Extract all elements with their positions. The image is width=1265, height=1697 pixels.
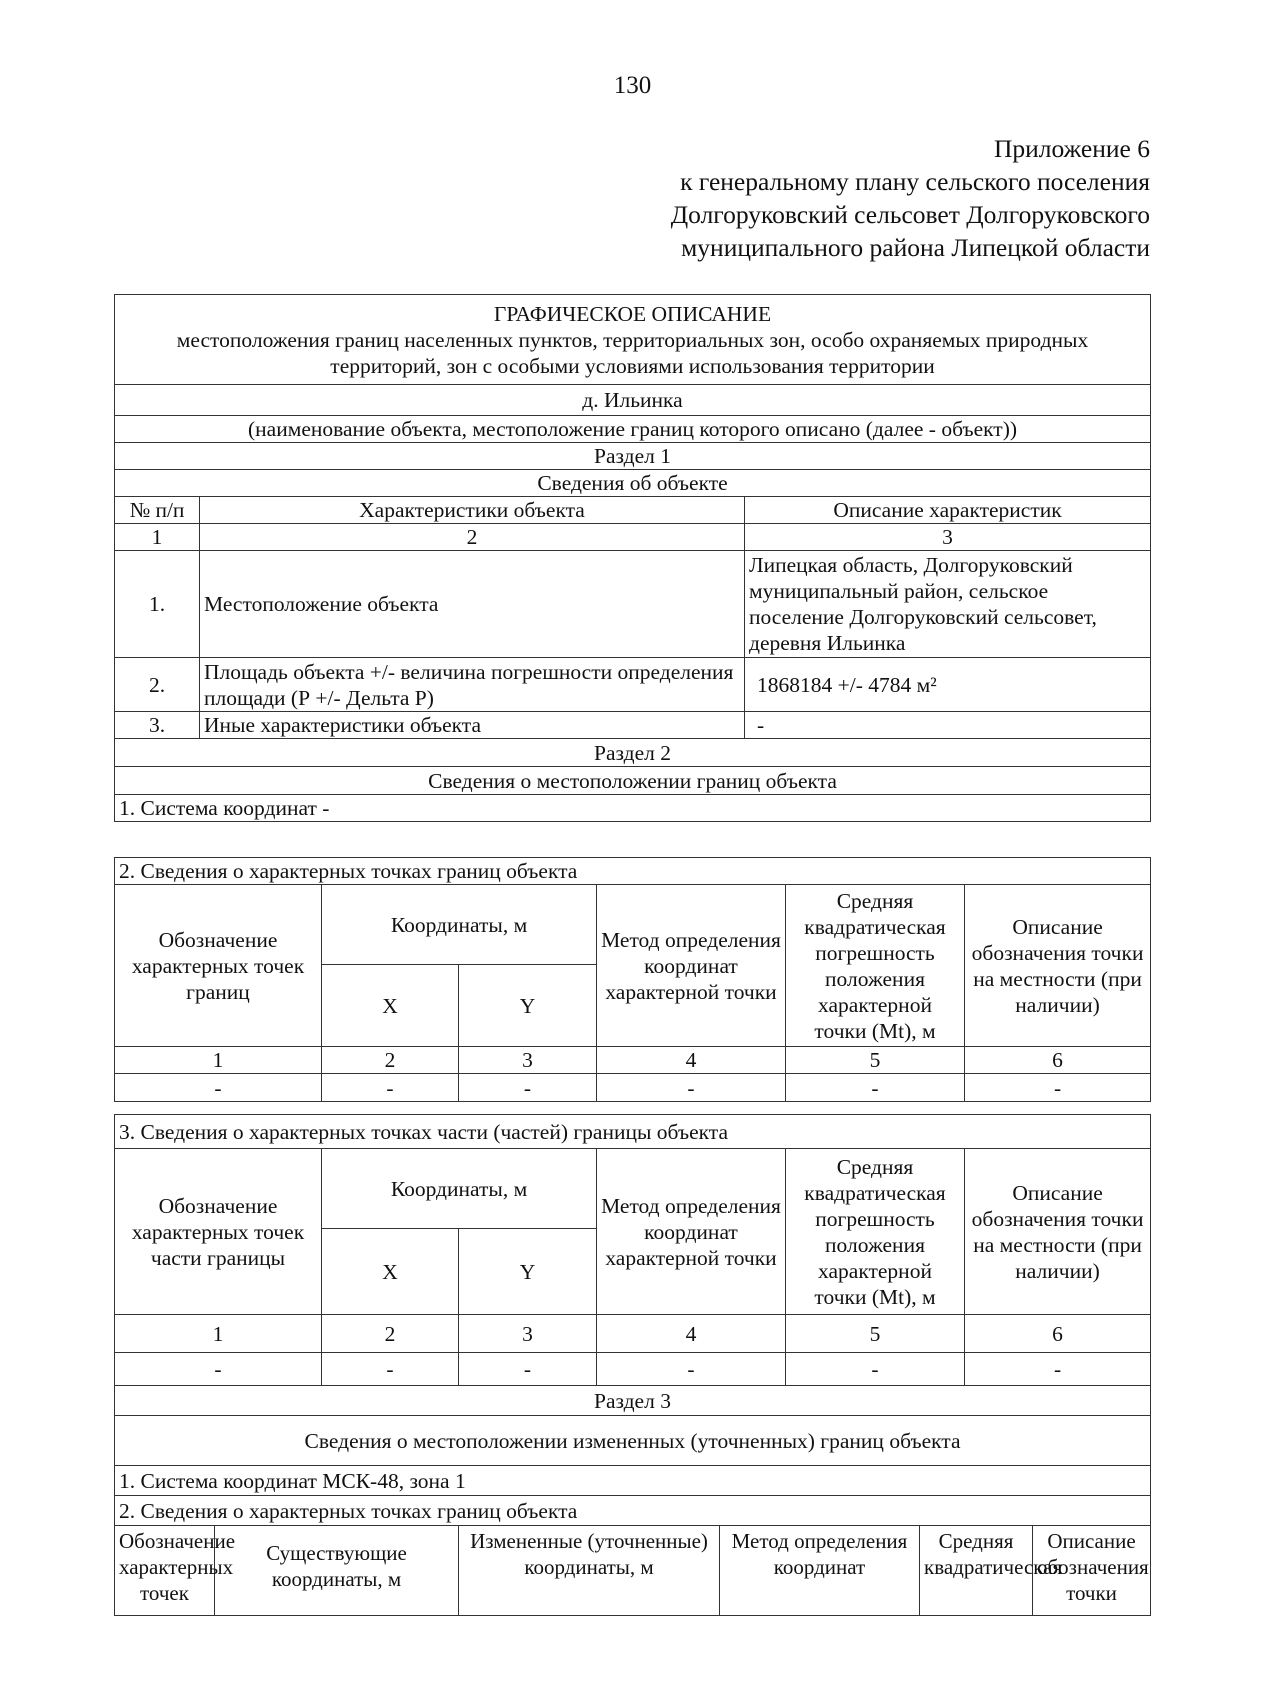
col-index: 1 bbox=[115, 1047, 322, 1074]
empty-cell: - bbox=[786, 1074, 965, 1102]
appendix-line: Приложение 6 bbox=[994, 134, 1150, 163]
appendix-line: Долгоруковский сельсовет Долгоруковского bbox=[670, 200, 1150, 229]
h-method: Метод определения координат характерной точки bbox=[597, 885, 786, 1047]
col-header-characteristic: Характеристики объекта bbox=[200, 497, 745, 524]
col-header-num: № п/п bbox=[115, 497, 200, 524]
h-desc: Описание обозначения точки на местности (при наличии) bbox=[965, 885, 1151, 1047]
appendix-line: к генеральному плану сельского поселения bbox=[680, 167, 1150, 196]
h-y: Y bbox=[459, 1229, 597, 1315]
col-index: 4 bbox=[597, 1047, 786, 1074]
h3-designation: Обозначение характерных точек bbox=[115, 1526, 215, 1616]
section3-subtitle: Сведения о местоположении измененных (уточненных) границ объекта bbox=[115, 1416, 1151, 1466]
h-x: X bbox=[322, 1229, 459, 1315]
empty-cell: - bbox=[322, 1353, 459, 1386]
col-index: 2 bbox=[322, 1315, 459, 1353]
empty-cell: - bbox=[459, 1353, 597, 1386]
col-header-description: Описание характеристик bbox=[745, 497, 1151, 524]
description-table bbox=[114, 294, 1151, 822]
col-index: 6 bbox=[965, 1047, 1151, 1074]
col-index: 1 bbox=[115, 1315, 322, 1353]
h-coords: Координаты, м bbox=[322, 1149, 597, 1229]
section3-points-clip bbox=[114, 1525, 1154, 1603]
empty-cell: - bbox=[965, 1353, 1151, 1386]
h-x: X bbox=[322, 965, 459, 1047]
parts-title: 3. Сведения о характерных точках части (частей) границы объекта bbox=[115, 1115, 1151, 1149]
col-index: 2 bbox=[322, 1047, 459, 1074]
h-error: Средняя квадратическая погрешность положения характерной точки (Mt), м bbox=[786, 1149, 965, 1315]
document-heading bbox=[115, 295, 1151, 385]
empty-cell: - bbox=[965, 1074, 1151, 1102]
row-num: 1. bbox=[115, 551, 200, 658]
object-caption: (наименование объекта, местоположение границ которого описано (далее - объект)) bbox=[115, 416, 1151, 443]
col-index: 5 bbox=[786, 1315, 965, 1353]
col-index: 3 bbox=[745, 524, 1151, 551]
empty-cell: - bbox=[115, 1074, 322, 1102]
row-value: Липецкая область, Долгоруковский муниципальный район, сельское поселение Долгоруковский сельсовет, деревня Ильинка bbox=[745, 551, 1151, 658]
h-designation: Обозначение характерных точек границ bbox=[115, 885, 322, 1047]
section3-points-table bbox=[114, 1525, 1151, 1616]
section3-coord-system: 1. Система координат МСК-48, зона 1 bbox=[115, 1466, 1151, 1496]
col-index: 4 bbox=[597, 1315, 786, 1353]
empty-cell: - bbox=[597, 1353, 786, 1386]
h-desc: Описание обозначения точки на местности (при наличии) bbox=[965, 1149, 1151, 1315]
row-num: 2. bbox=[115, 658, 200, 712]
h-method: Метод определения координат характерной точки bbox=[597, 1149, 786, 1315]
empty-cell: - bbox=[115, 1353, 322, 1386]
section2-subtitle: Сведения о местоположении границ объекта bbox=[115, 767, 1151, 795]
row-value: - bbox=[745, 712, 1151, 739]
h3-existing: Существующие координаты, м bbox=[215, 1526, 459, 1616]
document-title: ГРАФИЧЕСКОЕ ОПИСАНИЕ bbox=[493, 301, 772, 326]
boundary-points-table bbox=[114, 857, 1151, 1102]
row-characteristic: Иные характеристики объекта bbox=[200, 712, 745, 739]
empty-cell: - bbox=[597, 1074, 786, 1102]
appendix-header bbox=[671, 132, 1150, 264]
col-index: 2 bbox=[200, 524, 745, 551]
h3-error: Средняя квадратическая bbox=[920, 1526, 1033, 1616]
col-index: 3 bbox=[459, 1315, 597, 1353]
section2-title: Раздел 2 bbox=[115, 739, 1151, 767]
points-title: 2. Сведения о характерных точках границ объекта bbox=[115, 858, 1151, 885]
h-error: Средняя квадратическая погрешность положения характерной точки (Mt), м bbox=[786, 885, 965, 1047]
h3-changed: Измененные (уточненные) координаты, м bbox=[459, 1526, 720, 1616]
col-index: 5 bbox=[786, 1047, 965, 1074]
row-characteristic: Местоположение объекта bbox=[200, 551, 745, 658]
empty-cell: - bbox=[459, 1074, 597, 1102]
col-index: 3 bbox=[459, 1047, 597, 1074]
col-index: 1 bbox=[115, 524, 200, 551]
section3-points-title: 2. Сведения о характерных точках границ объекта bbox=[115, 1496, 1151, 1526]
row-num: 3. bbox=[115, 712, 200, 739]
section3-title: Раздел 3 bbox=[115, 1386, 1151, 1416]
page-number: 130 bbox=[613, 72, 652, 99]
h-y: Y bbox=[459, 965, 597, 1047]
section1-title: Раздел 1 bbox=[115, 443, 1151, 470]
section2-coord-system: 1. Система координат - bbox=[115, 795, 1151, 822]
object-name: д. Ильинка bbox=[115, 385, 1151, 416]
part-points-table bbox=[114, 1114, 1151, 1386]
row-value: 1868184 +/- 4784 м² bbox=[745, 658, 1151, 712]
col-index: 6 bbox=[965, 1315, 1151, 1353]
document-subtitle: местоположения границ населенных пунктов, территориальных зон, особо охраняемых природных территорий, зон с особыми условиями использования территории bbox=[176, 327, 1089, 378]
h3-desc: Описание обозначения точки bbox=[1033, 1526, 1151, 1616]
appendix-line: муниципального района Липецкой области bbox=[681, 233, 1150, 262]
h-coords: Координаты, м bbox=[322, 885, 597, 965]
h3-method: Метод определения координат bbox=[720, 1526, 920, 1616]
section3-header-table bbox=[114, 1385, 1151, 1526]
empty-cell: - bbox=[786, 1353, 965, 1386]
row-characteristic: Площадь объекта +/- величина погрешности определения площади (Р +/- Дельта Р) bbox=[200, 658, 745, 712]
h-designation-part: Обозначение характерных точек части границы bbox=[115, 1149, 322, 1315]
empty-cell: - bbox=[322, 1074, 459, 1102]
section1-subtitle: Сведения об объекте bbox=[115, 470, 1151, 497]
